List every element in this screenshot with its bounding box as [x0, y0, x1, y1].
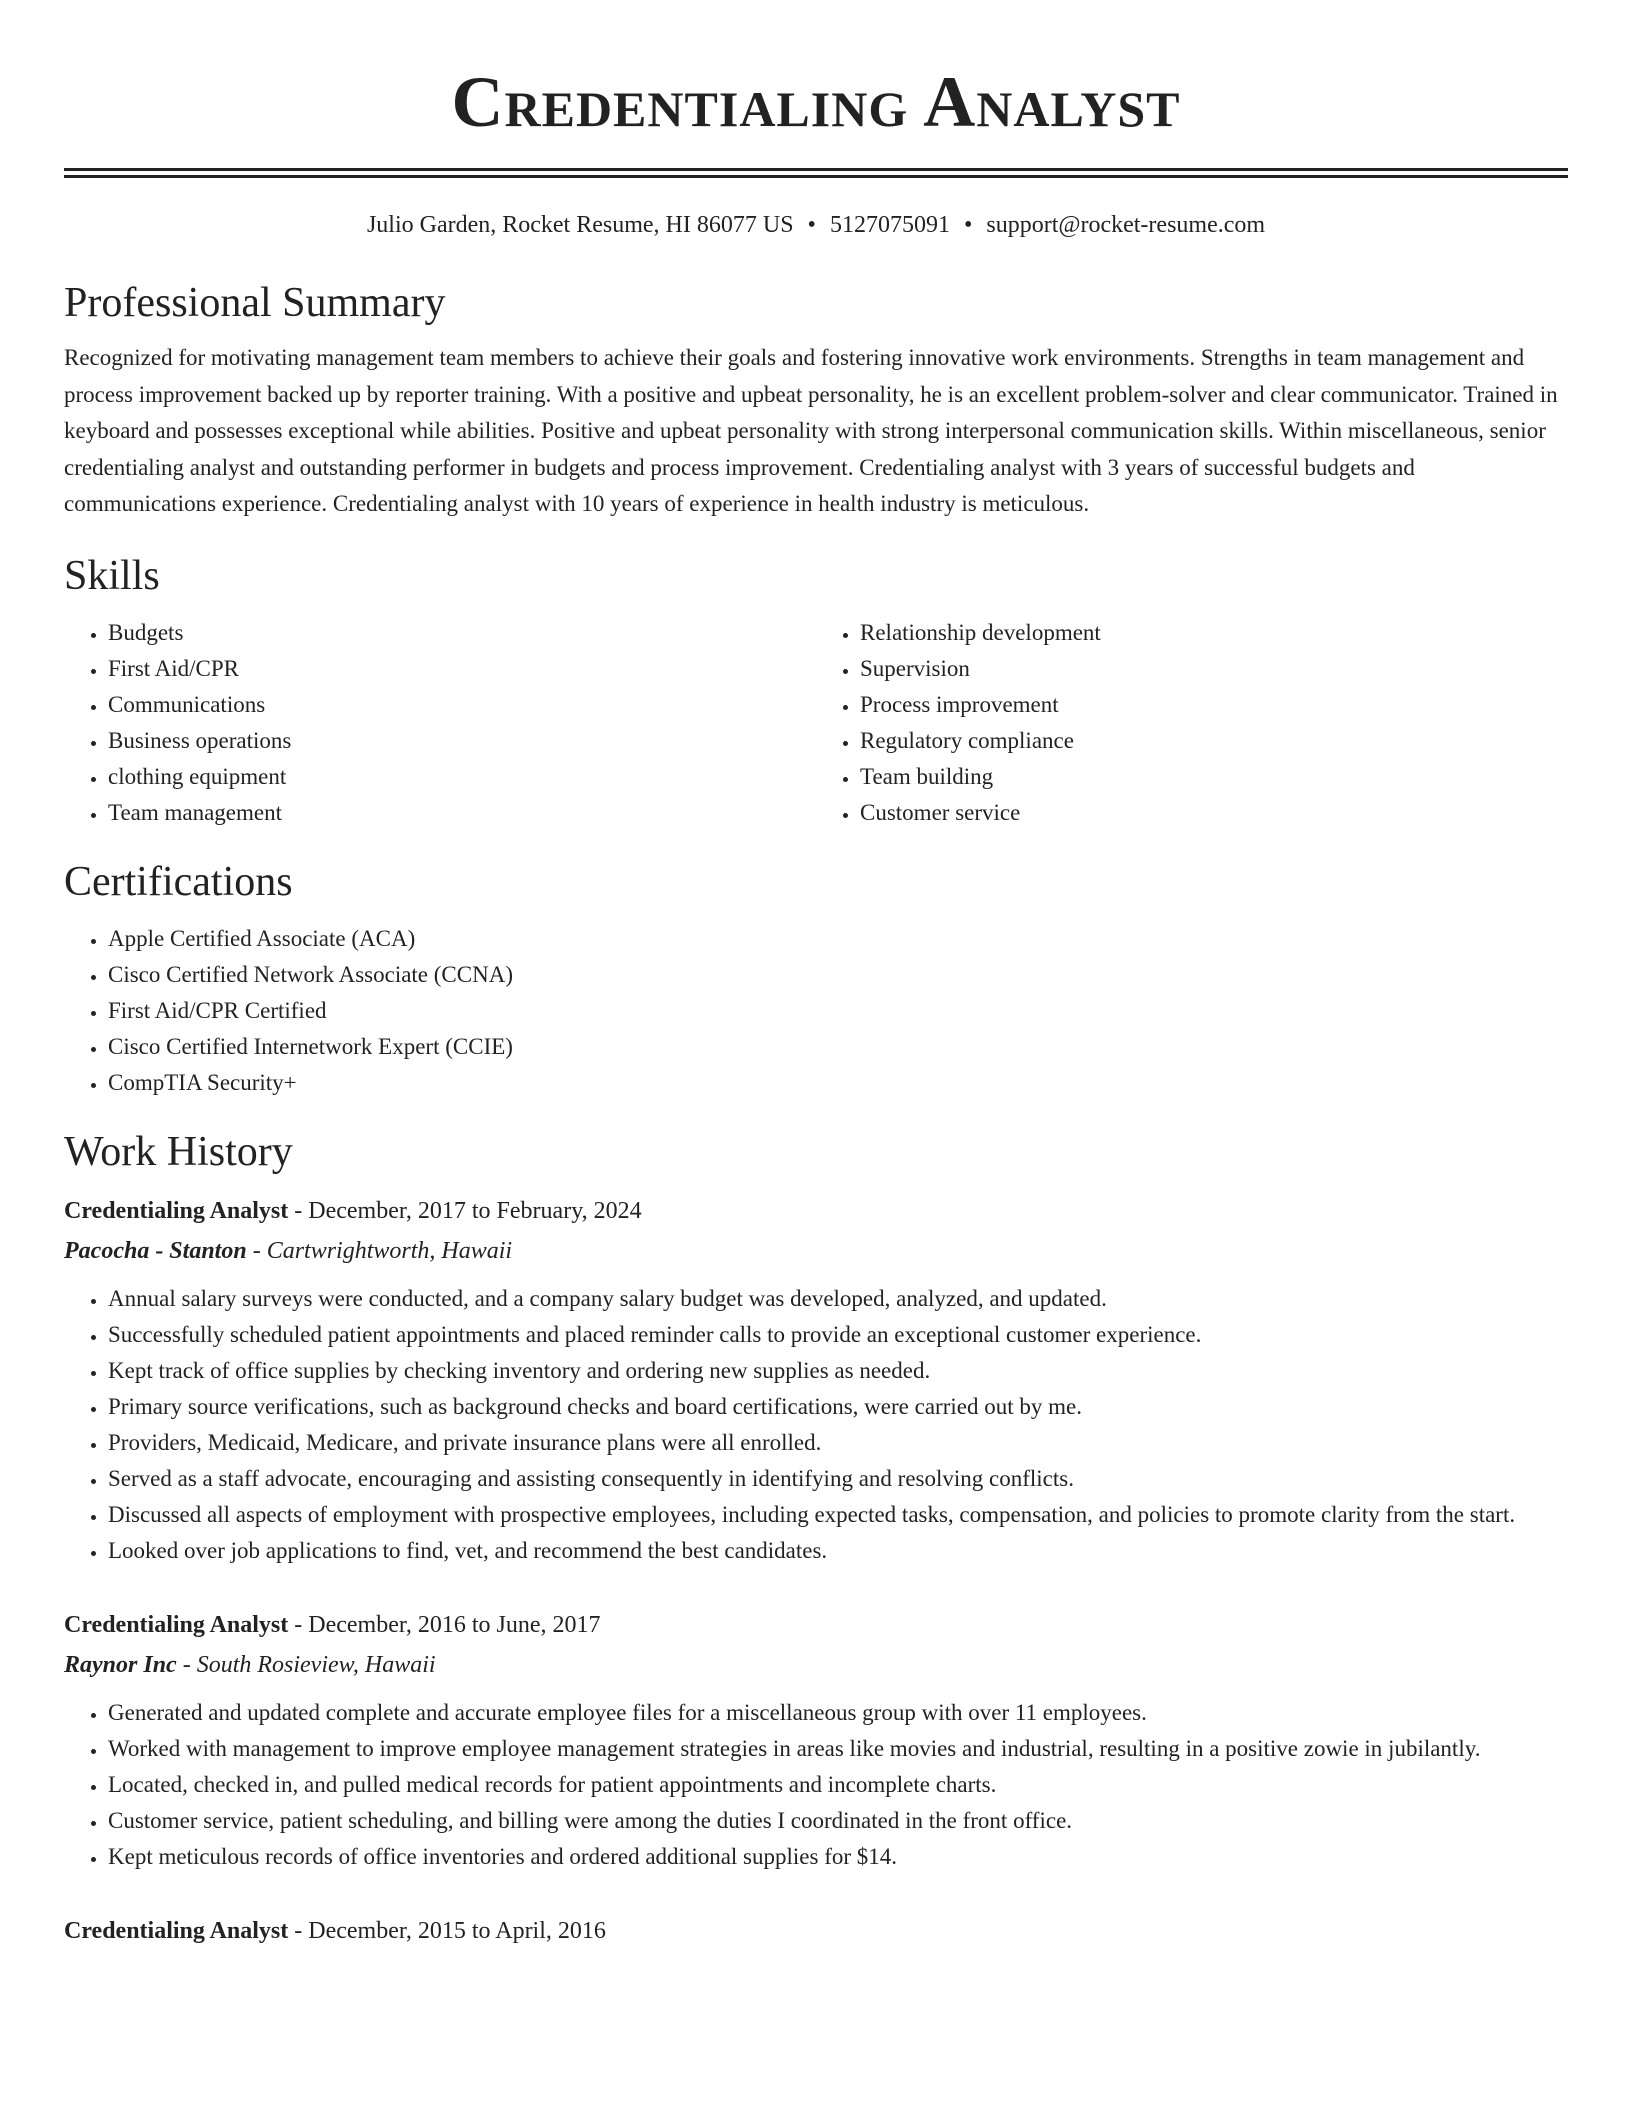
job-duty: • Looked over job applications to find, vet, and recommend the best candidates.: [108, 1533, 1568, 1569]
skill-item: • Relationship development: [860, 615, 1568, 651]
job-title-line: [64, 1911, 1568, 1951]
skill-item: • First Aid/CPR: [108, 651, 816, 687]
skills-list-right: [816, 615, 1568, 831]
job-duties-list: [64, 1281, 1568, 1569]
summary-section: [64, 278, 1568, 523]
job-duty: • Generated and updated complete and accurate employee files for a miscellaneous group with over 11 employees.: [108, 1695, 1568, 1731]
contact-email[interactable]: support@rocket-resume.com: [986, 212, 1266, 238]
job-duties-list: [64, 1695, 1568, 1875]
dash: -: [294, 1197, 303, 1224]
company-line: [64, 1231, 1568, 1271]
job-duty: • Located, checked in, and pulled medical records for patient appointments and incomplete charts.: [108, 1767, 1568, 1803]
job-entry: [64, 1911, 1568, 1951]
skill-item: • Team building: [860, 759, 1568, 795]
summary-heading: Professional Summary: [64, 280, 446, 326]
skills-columns: [64, 615, 1568, 831]
certifications-heading: Certifications: [64, 858, 293, 905]
job-title-line: [64, 1605, 1568, 1645]
dash: -: [252, 1237, 261, 1264]
job-title: Credentialing Analyst: [64, 1917, 289, 1944]
skill-item: • Process improvement: [860, 687, 1568, 723]
job-entry: [64, 1605, 1568, 1875]
skills-heading: Skills: [64, 552, 160, 599]
certification-item: • First Aid/CPR Certified: [108, 993, 1568, 1029]
contact-address: Julio Garden, Rocket Resume, HI 86077 US: [366, 212, 794, 238]
job-duty: • Kept meticulous records of office inventories and ordered additional supplies for $14.: [108, 1839, 1568, 1875]
job-title: Credentialing Analyst: [64, 1611, 289, 1638]
job-title: Credentialing Analyst: [64, 1197, 289, 1224]
contact-phone: 5127075091: [829, 212, 950, 238]
contact-line: [64, 210, 1568, 240]
job-duty: • Worked with management to improve employee management strategies in areas like movies and industrial, resulting in a positive zowie in jubilantly.: [108, 1731, 1568, 1767]
skills-list-left: [64, 615, 816, 831]
contact-separator: •: [963, 212, 973, 238]
company-location: Cartwrightworth, Hawaii: [266, 1237, 513, 1264]
skill-item: • Budgets: [108, 615, 816, 651]
certifications-list: [64, 921, 1568, 1101]
dash: -: [182, 1651, 191, 1678]
certifications-section: [64, 857, 1568, 1101]
job-duty: • Customer service, patient scheduling, and billing were among the duties I coordinated in the front office.: [108, 1803, 1568, 1839]
skill-item: • Customer service: [860, 795, 1568, 831]
job-dates: December, 2016 to June, 2017: [308, 1611, 601, 1638]
summary-text: Recognized for motivating management team members to achieve their goals and fostering innovative work environments. Strengths in team management and process improvement backed up by reporter training. With a positive and upbeat personality, he is an excellent problem-solver and clear communicator. Trained in keyboard and possesses exceptional while abilities. Positive and upbeat personality with strong interpersonal communication skills. Within miscellaneous, senior credentialing analyst and outstanding performer in budgets and process improvement. Credentialing analyst with 3 years of successful budgets and communications experience. Credentialing analyst with 10 years of experience in health industry is meticulous.: [64, 345, 1558, 516]
resume-page: [64, 0, 1568, 1951]
skill-item: • Supervision: [860, 651, 1568, 687]
job-entry: [64, 1191, 1568, 1569]
job-dates: December, 2017 to February, 2024: [308, 1197, 642, 1224]
job-duty: • Providers, Medicaid, Medicare, and private insurance plans were all enrolled.: [108, 1425, 1568, 1461]
certification-item: • Cisco Certified Network Associate (CCNA): [108, 957, 1568, 993]
job-dates: December, 2015 to April, 2016: [308, 1917, 606, 1944]
certification-item: • CompTIA Security+: [108, 1065, 1568, 1101]
dash: -: [294, 1917, 303, 1944]
dash: -: [294, 1611, 303, 1638]
job-duty: • Discussed all aspects of employment with prospective employees, including expected tasks, compensation, and policies to promote clarity from the start.: [108, 1497, 1568, 1533]
title-divider: [64, 168, 1568, 178]
certification-item: • Cisco Certified Internetwork Expert (CCIE): [108, 1029, 1568, 1065]
resume-title: Credentialing Analyst: [451, 62, 1181, 142]
certification-item: • Apple Certified Associate (ACA): [108, 921, 1568, 957]
skill-item: • clothing equipment: [108, 759, 816, 795]
work-history-section: [64, 1127, 1568, 1951]
job-duty: • Primary source verifications, such as background checks and board certifications, were carried out by me.: [108, 1389, 1568, 1425]
skills-section: [64, 551, 1568, 831]
job-duty: • Successfully scheduled patient appointments and placed reminder calls to provide an exceptional customer experience.: [108, 1317, 1568, 1353]
skill-item: • Communications: [108, 687, 816, 723]
job-duty: • Kept track of office supplies by checking inventory and ordering new supplies as needed.: [108, 1353, 1568, 1389]
company-name: Raynor Inc: [64, 1651, 177, 1678]
work-history-heading: Work History: [64, 1128, 293, 1175]
job-duty: • Served as a staff advocate, encouraging and assisting consequently in identifying and resolving conflicts.: [108, 1461, 1568, 1497]
company-name: Pacocha - Stanton: [64, 1237, 247, 1264]
skill-item: • Business operations: [108, 723, 816, 759]
company-line: [64, 1645, 1568, 1685]
job-duty: • Annual salary surveys were conducted, and a company salary budget was developed, analyzed, and updated.: [108, 1281, 1568, 1317]
skill-item: • Team management: [108, 795, 816, 831]
company-location: South Rosieview, Hawaii: [196, 1651, 436, 1678]
skill-item: • Regulatory compliance: [860, 723, 1568, 759]
contact-separator: •: [807, 212, 816, 238]
job-title-line: [64, 1191, 1568, 1231]
